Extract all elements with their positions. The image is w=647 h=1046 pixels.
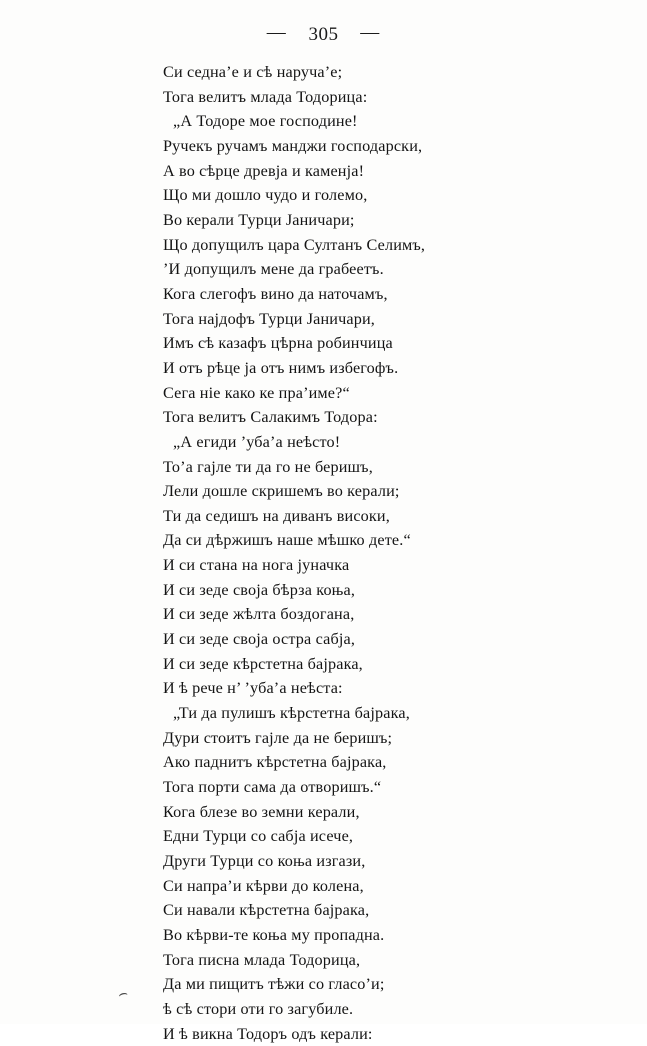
poem-line: Тога писна млада Тодорица, [163, 950, 361, 969]
poem-line: ’И допущилъ мене да грабеетъ. [163, 260, 384, 279]
poem-line: „А егиди ’уба’а неѣсто! [173, 432, 341, 451]
poem-line: И си стана на нога јуначка [163, 556, 350, 575]
margin-pencil-mark: ⌢ [116, 985, 130, 1003]
poem-line: И отъ рѣце ја отъ нимъ избегофъ. [163, 358, 399, 377]
poem-line: Да си дѣржишъ наше мѣшко дете.“ [163, 531, 411, 550]
poem-line: ѣ сѣ стори оти го загубиле. [163, 999, 354, 1018]
poem-line: И ѣ рече н’ ’уба’а неѣста: [163, 679, 343, 698]
poem-line: Други Турци со коња изгази, [163, 852, 366, 870]
poem-line: Во керали Турци Јаничари; [163, 210, 355, 229]
poem-line: Си напра’и кѣрви до колена, [163, 876, 364, 895]
poem-line: Да ми пищитъ тѣжи со гласо’и; [163, 975, 385, 994]
poem-line: Едни Турци со сабја исече, [163, 827, 354, 846]
poem-body [163, 60, 583, 1046]
poem-line: Лели дошле скришемъ во керали; [163, 482, 400, 501]
poem-line: Кога блезе во земни керали, [163, 802, 360, 821]
page-header [0, 22, 647, 46]
poem-line: Що ми дошло чудо и големо, [163, 186, 368, 205]
poem-line: Тога велитъ Салакимъ Тодора: [163, 408, 378, 427]
header-rule-left: — [266, 22, 287, 43]
poem-line: Сега ніе како ке пра’име?“ [163, 383, 350, 402]
poem-line: Си седна’е и сѣ наруча’е; [163, 63, 343, 81]
header-rule-right: — [360, 22, 381, 43]
poem-line: Ручекъ ручамъ манджи господарски, [163, 136, 423, 155]
poem-line: И си зеде своја остра сабја, [163, 630, 356, 649]
poem-line: Що допущилъ цара Султанъ Селимъ, [163, 235, 426, 254]
poem-line: И си зеде своја бѣрза коња, [163, 580, 356, 599]
poem-line: Кога слегофъ вино да наточамъ, [163, 284, 388, 303]
page-number: 305 [308, 24, 339, 45]
poem-line: То’а гајле ти да го не беришъ, [163, 457, 373, 476]
poem-line: „Ти да пулишъ кѣрстетна бајрака, [173, 704, 410, 723]
poem-line: Тога најдофъ Турци Јаничари, [163, 309, 375, 328]
poem-line: Ако паднитъ кѣрстетна бајрака, [163, 753, 387, 772]
poem-line: И си зеде жѣлта боздогана, [163, 605, 355, 624]
poem-line: А во сѣрце древја и каменја! [163, 161, 365, 180]
poem-line: Ти да седишъ на диванъ високи, [163, 506, 390, 525]
poem-line: И ѣ викна Тодоръ одъ керали: [163, 1024, 373, 1043]
poem-line: Дури стоитъ гајле да не беришъ; [163, 728, 393, 747]
poem-line: И си зеде кѣрстетна бајрака, [163, 654, 363, 673]
poem-line: „А Тодоре мое господине! [173, 112, 358, 131]
poem-line: Тога порти сама да отворишъ.“ [163, 778, 382, 797]
poem-line: Тога велитъ млада Тодорица: [163, 87, 368, 106]
poem-line: Имъ сѣ казафъ цѣрна робинчица [163, 334, 393, 353]
poem-line: Си навали кѣрстетна бајрака, [163, 901, 370, 920]
poem-line: Во кѣрви-те коња му пропадна. [163, 925, 385, 944]
